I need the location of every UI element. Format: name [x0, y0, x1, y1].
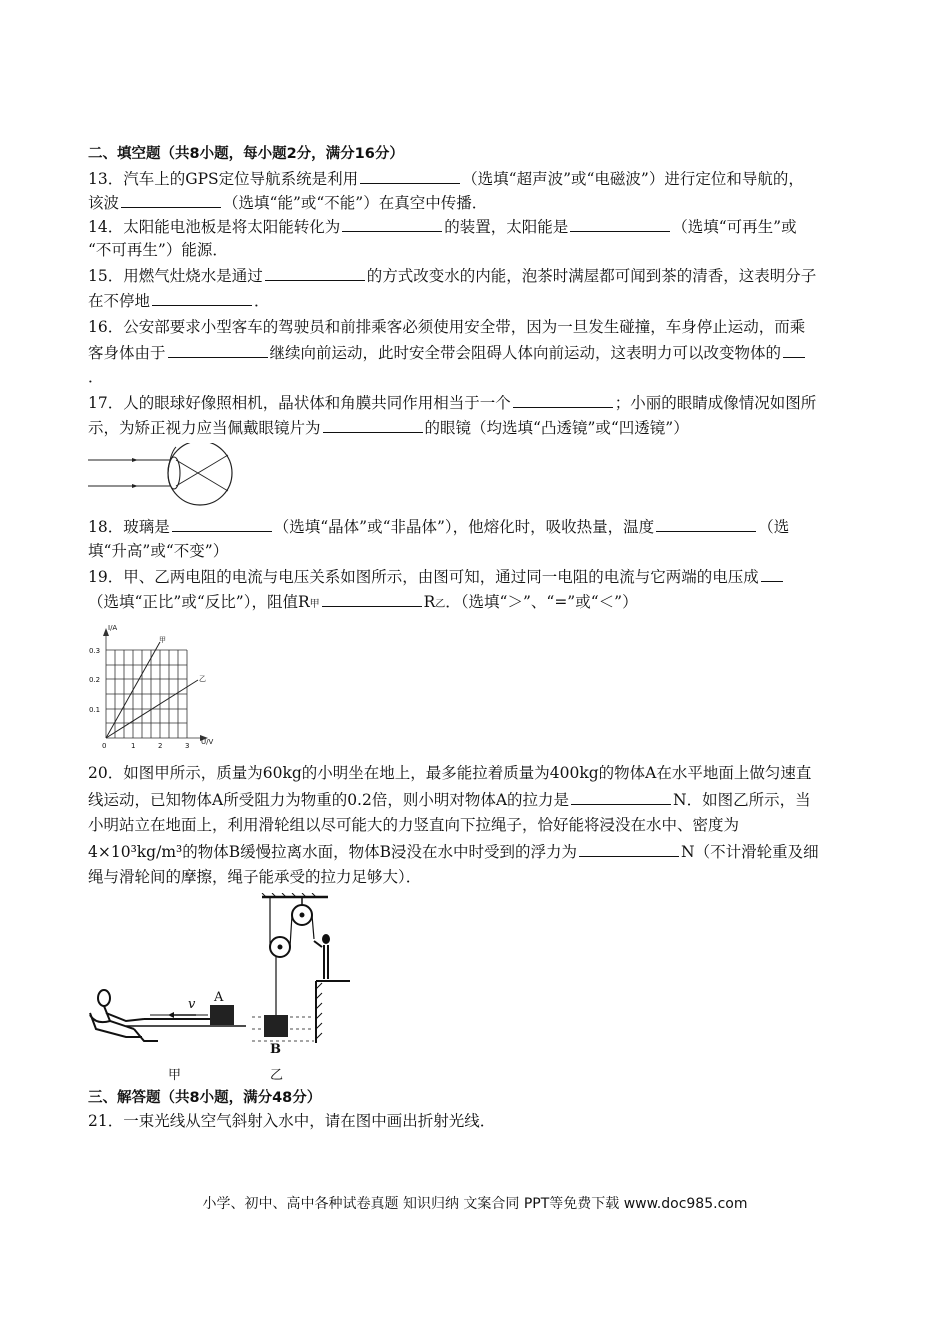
caption-jia: 甲 [168, 1068, 182, 1083]
question-20-line-5: 绳与滑轮间的摩擦，绳子能承受的拉力足够大）． [88, 868, 422, 886]
velocity-label: v [188, 997, 196, 1012]
y-tick: 0.3 [89, 647, 101, 655]
q19-text: ．（选填“＞”、“=”或“＜”） [445, 593, 638, 611]
question-14-line-1 [88, 215, 797, 238]
question-17-line-1 [88, 391, 816, 414]
q19-text: 19．甲、乙两电阻的电流与电压关系如图所示，由图可知，通过同一电阻的电流与它两端的电压成 [88, 568, 759, 586]
q15-text: 在不停地 [88, 292, 151, 310]
q14-text: 14．太阳能电池板是将太阳能转化为 [88, 218, 341, 236]
q16-text: 继续向前运动，此时安全带会阻碍人体向前运动，这表明力可以改变物体的 [269, 344, 782, 362]
line-label-yi: 乙 [199, 675, 206, 683]
figure-yi-pulley [250, 893, 350, 1085]
answer-blank[interactable] [323, 416, 423, 433]
answer-blank[interactable] [360, 167, 460, 184]
question-20-line-1: 20．如图甲所示，质量为60kg的小明坐在地上，最多能拉着质量为400kg的物体A在水平地面上做匀速直 [88, 764, 812, 782]
x-axis-label: U/V [201, 738, 214, 746]
q17-text: 的眼镜（均选填“凸透镜”或“凹透镜”） [424, 419, 689, 437]
q15-text: ． [254, 292, 270, 310]
answer-blank[interactable] [322, 590, 422, 607]
y-tick: 0.1 [89, 706, 101, 714]
q18-text: （选 [758, 518, 790, 536]
q15-text: 15．用燃气灶烧水是通过 [88, 267, 263, 285]
current-voltage-graph [86, 620, 216, 752]
q17-text: ；小丽的眼睛成像情况如图所 [614, 394, 817, 412]
q16-text: 客身体由于 [88, 344, 166, 362]
figure-jia-pulling [86, 985, 246, 1085]
answer-blank[interactable] [152, 289, 252, 306]
q20-text: N．如图乙所示，当 [673, 791, 811, 809]
answer-blank[interactable] [342, 215, 442, 232]
question-15-line-1 [88, 264, 816, 287]
q20-text: 线运动，已知物体A所受阻力为物重的0.2倍，则小明对物体A的拉力是 [88, 791, 570, 809]
question-18-line-2: 填“升高”或“不变”） [88, 542, 229, 560]
answer-blank[interactable] [656, 515, 756, 532]
subscript-jia: 甲 [309, 599, 320, 610]
y-tick: 0.2 [89, 676, 101, 684]
line-label-jia: 甲 [159, 636, 166, 644]
block-b-label: B [270, 1042, 281, 1057]
section-heading: 三、解答题（共8小题，满分48分） [88, 1090, 322, 1106]
question-13-line-1 [88, 167, 804, 190]
question-19-line-2 [88, 590, 638, 616]
origin-label: 0 [102, 742, 107, 750]
question-16-line-3: ． [88, 368, 104, 386]
question-20-line-4 [88, 840, 819, 863]
answer-blank[interactable] [571, 788, 671, 805]
answer-blank[interactable] [570, 215, 670, 232]
question-19-line-1 [88, 565, 785, 588]
answer-blank[interactable] [168, 341, 268, 358]
q20-text: N（不计滑轮重及细 [681, 843, 819, 861]
q13-text: （选填“能”或“不能”）在真空中传播． [223, 194, 488, 212]
answer-blank[interactable] [579, 840, 679, 857]
answer-blank[interactable] [265, 264, 365, 281]
answer-blank[interactable] [121, 191, 221, 208]
question-17-line-2 [88, 416, 689, 439]
question-15-line-2 [88, 289, 270, 312]
question-20-line-2 [88, 788, 811, 811]
y-axis-label: I/A [108, 624, 118, 632]
q13-text: 该波 [88, 194, 120, 212]
answer-blank[interactable] [783, 341, 805, 358]
block-a-label: A [214, 990, 224, 1005]
q19-text: （选填“正比”或“反比”），阻值R [88, 593, 310, 611]
q17-text: 17．人的眼球好像照相机，晶状体和角膜共同作用相当于一个 [88, 394, 511, 412]
q20-text: 4×10³kg/m³的物体B缓慢拉离水面，物体B浸没在水中时受到的浮力为 [88, 843, 578, 861]
caption-yi: 乙 [270, 1068, 284, 1083]
question-20-line-3: 小明站立在地面上，利用滑轮组以尽可能大的力竖直向下拉绳子，恰好能将浸没在水中、密度为 [88, 816, 740, 834]
q15-text: 的方式改变水的内能，泡茶时满屋都可闻到茶的清香，这表明分子 [366, 267, 817, 285]
answer-blank[interactable] [172, 515, 272, 532]
section-heading: 二、填空题（共8小题，每小题2分，满分16分） [88, 146, 404, 162]
question-18-line-1 [88, 515, 789, 538]
x-tick: 1 [131, 742, 136, 750]
q14-text: 的装置，太阳能是 [444, 218, 569, 236]
question-14-line-2: “不可再生”）能源． [88, 241, 228, 259]
q19-text: R [423, 593, 436, 611]
footer-text: 小学、初中、高中各种试卷真题 知识归纳 文案合同 PPT等免费下载 www.doc985.com [202, 1196, 748, 1212]
q18-text: （选填“晶体”或“非晶体”），他熔化时，吸收热量，温度 [273, 518, 655, 536]
answer-blank[interactable] [761, 565, 783, 582]
question-13-line-2 [88, 191, 487, 214]
question-16-line-1: 16．公安部要求小型客车的驾驶员和前排乘客必须使用安全带，因为一旦发生碰撞，车身停止运动，而乘 [88, 318, 806, 336]
q14-text: （选填“可再生”或 [672, 218, 797, 236]
q17-text: 示，为矫正视力应当佩戴眼镜片为 [88, 419, 321, 437]
eye-diagram [88, 443, 238, 507]
x-tick: 3 [185, 742, 190, 750]
subscript-yi: 乙 [435, 599, 446, 610]
question-16-line-2 [88, 341, 807, 364]
q18-text: 18．玻璃是 [88, 518, 170, 536]
q13-text: （选填“超声波”或“电磁波”）进行定位和导航的， [462, 170, 804, 188]
q13-text: 13．汽车上的GPS定位导航系统是利用 [88, 170, 359, 188]
question-21-line-1: 21．一束光线从空气斜射入水中，请在图中画出折射光线． [88, 1112, 496, 1130]
answer-blank[interactable] [513, 391, 613, 408]
x-tick: 2 [158, 742, 163, 750]
